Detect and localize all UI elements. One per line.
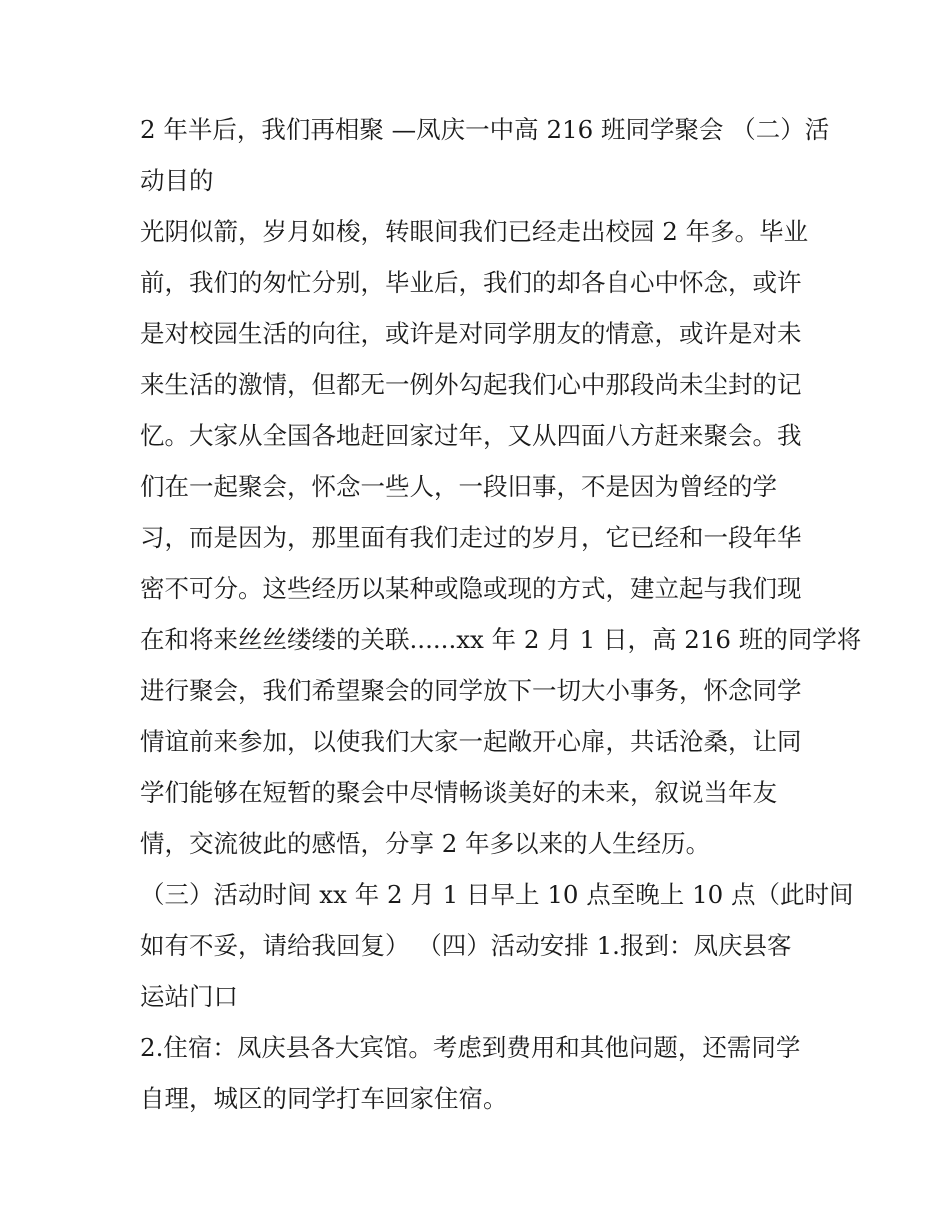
- text-line: 密不可分。这些经历以某种或隐或现的方式，建立起与我们现: [140, 574, 802, 603]
- text-line: 在和将来丝丝缕缕的关联......xx 年 2 月 1 日，高 216 班的同学将: [140, 625, 862, 654]
- text-line: 情谊前来参加，以使我们大家一起敞开心扉，共话沧桑，让同: [140, 727, 802, 756]
- text-line: 2 年半后，我们再相聚 —凤庆一中高 216 班同学聚会 （二）活: [140, 115, 830, 144]
- paragraph-schedule: [140, 869, 854, 1022]
- text-line: 如有不妥，请给我回复） （四）活动安排 1.报到：凤庆县客: [140, 931, 792, 960]
- paragraph-title: [140, 104, 830, 206]
- text-line: 2.住宿：凤庆县各大宾馆。考虑到费用和其他问题，还需同学: [140, 1033, 801, 1062]
- text-line: 们在一起聚会，怀念一些人，一段旧事，不是因为曾经的学: [140, 472, 777, 501]
- text-line: 习，而是因为，那里面有我们走过的岁月，它已经和一段年华: [140, 523, 802, 552]
- paragraph-lodging: [140, 1022, 820, 1124]
- text-line: 学们能够在短暂的聚会中尽情畅谈美好的未来，叙说当年友: [140, 778, 777, 807]
- paragraph-purpose: [140, 206, 862, 869]
- text-line: 进行聚会，我们希望聚会的同学放下一切大小事务，怀念同学: [140, 676, 802, 705]
- text-line: （三）活动时间 xx 年 2 月 1 日早上 10 点至晚上 10 点（此时间: [140, 880, 854, 909]
- text-line: 前，我们的匆忙分别，毕业后，我们的却各自心中怀念，或许: [140, 268, 802, 297]
- text-line: 自理，城区的同学打车回家住宿。: [140, 1084, 508, 1113]
- text-line: 光阴似箭，岁月如梭，转眼间我们已经走出校园 2 年多。毕业: [140, 217, 809, 246]
- text-line: 动目的: [140, 166, 214, 195]
- document-body: [140, 104, 862, 1124]
- text-line: 来生活的激情，但都无一例外勾起我们心中那段尚未尘封的记: [140, 370, 802, 399]
- text-line: 是对校园生活的向往，或许是对同学朋友的情意，或许是对未: [140, 319, 802, 348]
- text-line: 情，交流彼此的感悟，分享 2 年多以来的人生经历。: [140, 829, 711, 858]
- text-line: 运站门口: [140, 982, 238, 1011]
- text-line: 忆。大家从全国各地赶回家过年，又从四面八方赶来聚会。我: [140, 421, 802, 450]
